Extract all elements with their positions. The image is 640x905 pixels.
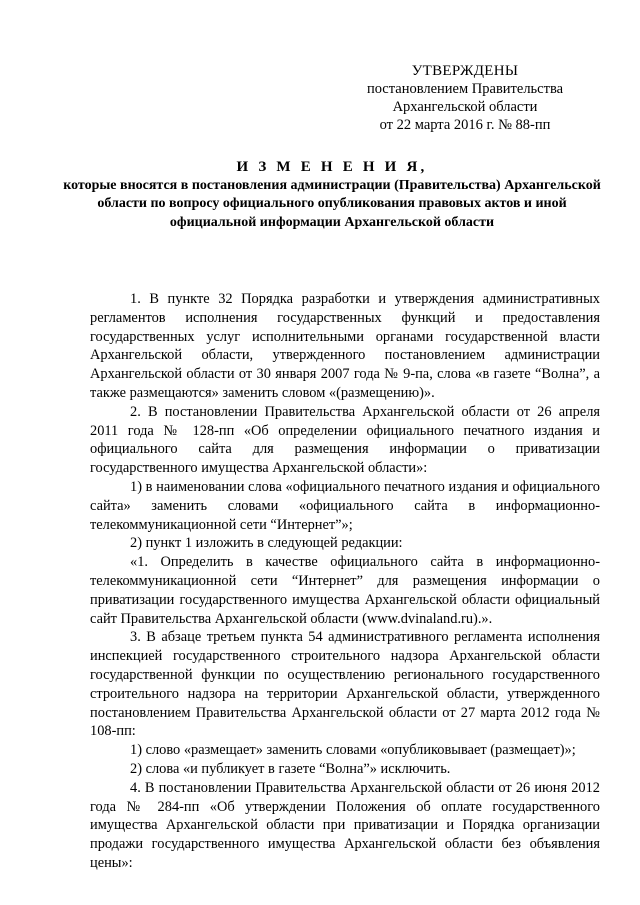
document-title: И З М Е Н Е Н И Я, [236,159,428,175]
approval-date: от 22 марта 2016 г. № 88-пп [379,117,551,133]
approval-heading: УТВЕРЖДЕНЫ [411,63,519,79]
paragraph-item-2: 2. В постановлении Правительства Архангельской области от 26 апреля 2011 года № 128-пп «Об определении официального печатного издания и официального сайта для размещения информации о приватизации государственного имущества Архангельской области»: [90,403,600,477]
approval-stamp [340,62,590,134]
paragraph-quote: «1. Определить в качестве официального сайта в информационно-телекоммуникационной сети “Интернет” для размещения информации о приватизации государственного имущества Архангельской области официальный сайт Правительства Архангельской области (www.dvinaland.ru).». [90,554,600,627]
paragraph-subitem: 1) в наименовании слова «официального печатного издания и официального сайта» заменить словами «официального сайта в информационно-телекоммуникационной сети “Интернет”»; [90,478,600,533]
paragraph-item-1: 1. В пункте 32 Порядка разработки и утверждения административных регламентов исполнения государственных функций и предоставления государственных услуг исполнительными органами государственной власти Архангельской области, утвержденного постановлением администрации Архангельской области от 30 января 2007 года № 9-па, слова «в газете “Волна”, а также размещаются» заменить словом «(размещению)». [90,291,600,401]
paragraph-subitem: 1) слово «размещает» заменить словами «опубликовывает (размещает)»; [130,742,576,759]
paragraph-item-3: 3. В абзаце третьем пункта 54 административного регламента исполнения инспекцией государственного строительного надзора Архангельской области государственной функции по осуществлению регионального государственного строительного надзора на территории Архангельской области, утвержденного постановлением Правительства Архангельской области от 27 марта 2012 года № 108-пп: [90,629,600,740]
approval-line: Архангельской области [392,99,538,115]
paragraph-subitem: 2) слова «и публикует в газете “Волна”» исключить. [130,760,451,777]
paragraph-item-4: 4. В постановлении Правительства Архангельской области от 26 июня 2012 года № 284-пп «Об утверждении Положения об оплате государственного имущества Архангельской области при приватизации и Порядка организации продажи государственного имущества Архангельской области без объявления цены»: [90,779,600,871]
document-body [90,290,600,873]
paragraph-subitem: 2) пункт 1 изложить в следующей редакции: [130,535,403,552]
document-title-block [60,157,604,232]
approval-line: постановлением Правительства [366,81,564,97]
document-subtitle: которые вносятся в постановления администрации (Правительства) Архангельской области по вопросу официального опубликования правовых актов и иной официальной информации Архангельской области [63,178,601,230]
